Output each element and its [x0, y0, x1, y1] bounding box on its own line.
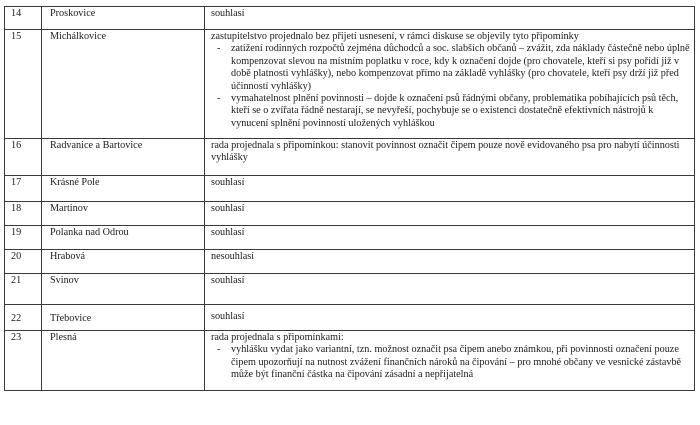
- row-number: 16: [5, 139, 42, 176]
- comment-list: [211, 344, 690, 381]
- comment-item: - vyhlášku vydat jako variantní, tzn. možnost označit psa čipem anebo známkou, při povinnosti označení pouze čipem upozorňují na nutnost zvážení finančních nároků na čipování – pro mnohé občany ve vesnické zástavbě může být finanční částka na čipování zásadní a nepřijatelná: [225, 344, 690, 381]
- statement-cell: [205, 176, 695, 202]
- table-row: [5, 250, 695, 274]
- statement-cell: [205, 274, 695, 305]
- comment-list: [211, 43, 690, 130]
- table-row: [5, 139, 695, 176]
- row-number: 17: [5, 176, 42, 202]
- municipality-name: Radvanice a Bartovice: [42, 139, 205, 176]
- row-number: 23: [5, 331, 42, 391]
- statement-cell: [205, 139, 695, 176]
- statement-text: nesouhlasí: [211, 251, 255, 262]
- statement-cell: [205, 250, 695, 274]
- statement-cell: [205, 202, 695, 226]
- row-number: 21: [5, 274, 42, 305]
- table-row: [5, 274, 695, 305]
- municipality-name: Proskovice: [42, 7, 205, 30]
- municipality-name: Třebovice: [42, 305, 205, 331]
- table-row: [5, 226, 695, 250]
- municipality-name: Krásné Pole: [42, 176, 205, 202]
- row-number: 19: [5, 226, 42, 250]
- municipality-name: Martinov: [42, 202, 205, 226]
- comment-item: - zatížení rodinných rozpočtů zejména důchodců a soc. slabších občanů – zvážit, zda náklady částečně nebo úplně kompenzovat slevou na místním poplatku v roce, kdy k označení dojde (pro chovatele, kteří si psy pořídí již v době platnosti vyhlášky), nebo kompenzovat přímo na základě vyhlášky (pro chovatele, kteří psy drží již před účinností vyhlášky): [225, 43, 690, 93]
- table-row: [5, 30, 695, 139]
- statement-text: rada projednala s připomínkou: stanovit povinnost označit čipem pouze nově evidovaného psa pro nabytí účinnosti vyhlášky: [211, 140, 680, 164]
- statement-text: rada projednala s připomínkami:: [211, 332, 344, 343]
- statement-text: souhlasí: [211, 177, 245, 188]
- table-row: [5, 176, 695, 202]
- table-row: [5, 7, 695, 30]
- statement-text: souhlasí: [211, 203, 245, 214]
- municipality-name: Polanka nad Odrou: [42, 226, 205, 250]
- municipality-name: Michálkovice: [42, 30, 205, 139]
- municipality-name: Hrabová: [42, 250, 205, 274]
- comments-table: [4, 6, 695, 391]
- statement-cell: [205, 7, 695, 30]
- row-number: 18: [5, 202, 42, 226]
- table-row: [5, 331, 695, 391]
- statement-cell: [205, 226, 695, 250]
- row-number: 20: [5, 250, 42, 274]
- comment-item: - vymahatelnost plnění povinnosti – dojde k označení psů řádnými občany, problematika pobíhajících psů těch, kteří se o zvířata řádně nestarají, se nevyřeší, pochybuje se o existenci dostatečně efektivních nástrojů k vynucení splnění povinností uložených vyhláškou: [225, 93, 690, 130]
- statement-text: souhlasí: [211, 275, 245, 286]
- statement-cell: [205, 331, 695, 391]
- statement-text: souhlasí: [211, 227, 245, 238]
- municipality-name: Svinov: [42, 274, 205, 305]
- statement-cell: [205, 30, 695, 139]
- statement-cell: [205, 305, 695, 331]
- row-number: 15: [5, 30, 42, 139]
- municipality-name: Plesná: [42, 331, 205, 391]
- table-row: [5, 305, 695, 331]
- statement-text: zastupitelstvo projednalo bez přijetí usnesení, v rámci diskuse se objevily tyto připomínky: [211, 31, 579, 42]
- table-row: [5, 202, 695, 226]
- statement-text: souhlasí: [211, 311, 245, 322]
- statement-text: souhlasí: [211, 8, 245, 19]
- row-number: 14: [5, 7, 42, 30]
- row-number: 22: [5, 305, 42, 331]
